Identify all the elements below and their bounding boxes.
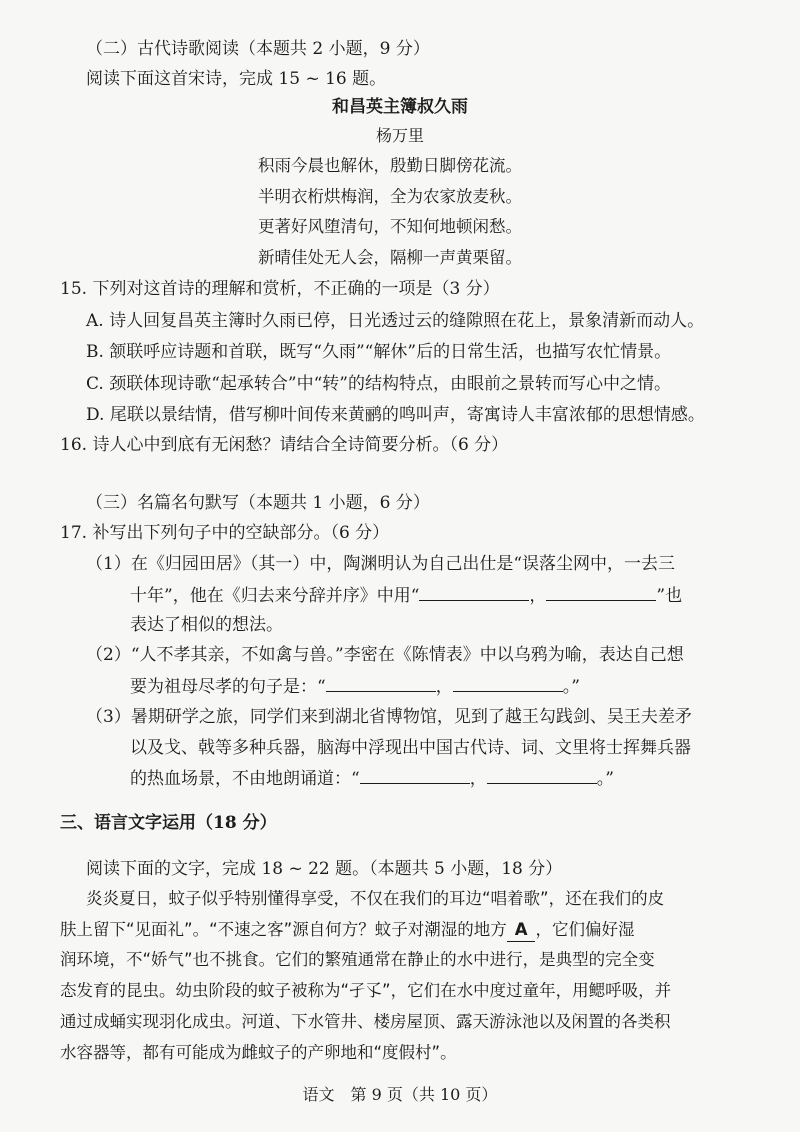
q17-item3-line3-end: 。”: [596, 769, 614, 789]
q17-item3-line3: [130, 767, 614, 790]
q15-option-c: C. 颈联体现诗歌“起承转合”中“转”的结构特点，由眼前之景转而写心中之情。: [86, 374, 671, 394]
blank-a[interactable]: A: [507, 919, 536, 942]
reading-line: [60, 919, 634, 942]
q17-item1-line2-text: 十年”，他在《归去来兮辞并序》中用“: [130, 586, 420, 606]
reading-line: 态发育的昆虫。幼虫阶段的蚊子被称为“孑孓”，它们在水中度过童年，用鳃呼吸，并: [60, 981, 672, 1000]
answer-blank[interactable]: [360, 767, 470, 784]
q17-stem: 17. 补写出下列句子中的空缺部分。（6 分）: [60, 523, 390, 543]
poem-author: 杨万里: [375, 126, 424, 145]
q15-stem: 15. 下列对这首诗的理解和赏析，不正确的一项是（3 分）: [60, 279, 500, 299]
reading-line: 通过成蛹实现羽化成虫。河道、下水管井、楼房屋顶、露天游泳池以及闲置的各类积: [60, 1012, 671, 1031]
poem-line: 半明衣桁烘梅润，全为农家放麦秋。: [258, 187, 522, 206]
poem-line: 更著好风堕清句，不知何地顿闲愁。: [258, 217, 522, 236]
q17-item1-line1: （1）在《归园田居》（其一）中，陶渊明认为自己出仕是“误落尘网中，一去三: [86, 554, 676, 574]
section2-instruction: 阅读下面这首宋诗，完成 15 ~ 16 题。: [86, 69, 387, 89]
q17-item3-line3-text: 的热血场景，不由地朗诵道：“: [130, 769, 360, 789]
part3-heading: 三、语言文字运用（18 分）: [60, 813, 277, 833]
q17-item3-line1: （3）暑期研学之旅，同学们来到湖北省博物馆，见到了越王勾践剑、吴王夫差矛: [86, 707, 692, 727]
reading-line: 水容器等，都有可能成为雌蚊子的产卵地和“度假村”。: [60, 1043, 457, 1062]
answer-blank[interactable]: [546, 584, 656, 601]
answer-blank[interactable]: [453, 675, 563, 692]
reading-line-text: ，它们偏好湿: [535, 920, 635, 939]
q15-option-b: B. 颔联呼应诗题和首联，既写“久雨”“解休”后的日常生活，也描写农忙情景。: [86, 342, 672, 362]
section2-heading: （二）古代诗歌阅读（本题共 2 小题，9 分）: [86, 39, 430, 59]
reading-instruction: 阅读下面的文字，完成 18 ~ 22 题。（本题共 5 小题，18 分）: [86, 859, 563, 879]
reading-line-text: 肤上留下“见面礼”。“不速之客”源自何方？蚊子对潮湿的地方: [60, 920, 507, 939]
reading-line: 润环境，不“娇气”也不挑食。它们的繁殖通常在静止的水中进行，是典型的完全变: [60, 950, 655, 969]
q17-item3-line2: 以及戈、戟等多种兵器，脑海中浮现出中国古代诗、词、文里将士挥舞兵器: [130, 738, 691, 758]
separator: ，: [529, 586, 547, 606]
answer-blank[interactable]: [487, 767, 597, 784]
separator: ，: [435, 677, 453, 697]
poem-line: 新晴佳处无人会，隔柳一声黄栗留。: [258, 248, 522, 267]
q16-stem: 16. 诗人心中到底有无闲愁？请结合全诗简要分析。（6 分）: [60, 435, 509, 455]
answer-blank[interactable]: [326, 675, 436, 692]
answer-blank[interactable]: [419, 584, 529, 601]
q17-item2-line2-end: 。”: [562, 677, 580, 697]
q17-item1-line2-end: ”也: [656, 586, 683, 606]
page-footer: 语文 第 9 页（共 10 页）: [302, 1085, 498, 1104]
q15-option-a: A. 诗人回复昌英主簿时久雨已停，日光透过云的缝隙照在花上，景象清新而动人。: [86, 311, 705, 331]
poem-line: 积雨今晨也解休，殷勤日脚傍花流。: [258, 156, 522, 175]
poem-title: 和昌英主簿叔久雨: [332, 97, 468, 117]
q17-item1-line2: [130, 584, 682, 607]
q17-item2-line2-text: 要为祖母尽孝的句子是：“: [130, 677, 326, 697]
section3-heading: （三）名篇名句默写（本题共 1 小题，6 分）: [86, 493, 430, 513]
reading-line: 炎炎夏日，蚊子似乎特别懂得享受，不仅在我们的耳边“唱着歌”，还在我们的皮: [86, 889, 665, 908]
q17-item2-line1: （2）“人不孝其亲，不如禽与兽。”李密在《陈情表》中以乌鸦为喻，表达自己想: [86, 645, 684, 665]
separator: ，: [469, 769, 487, 789]
q17-item1-line3: 表达了相似的想法。: [130, 615, 283, 635]
q15-option-d: D. 尾联以景结情，借写柳叶间传来黄鹂的鸣叫声，寄寓诗人丰富浓郁的思想情感。: [86, 405, 705, 425]
q17-item2-line2: [130, 675, 580, 698]
